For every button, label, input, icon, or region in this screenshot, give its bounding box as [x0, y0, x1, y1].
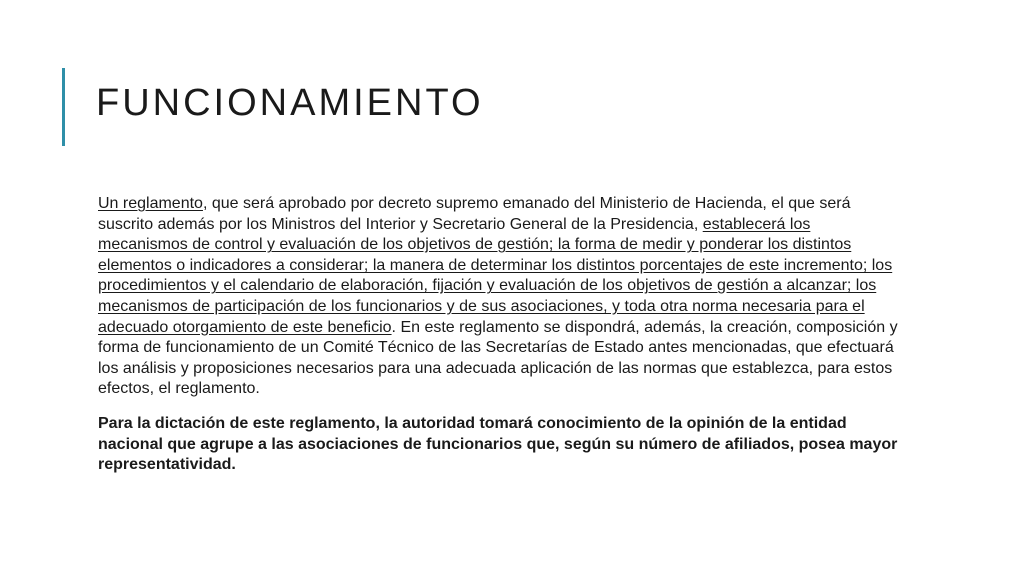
- paragraph-reglamento: [98, 194, 904, 400]
- underlined-mechanisms-text: establecerá los mecanismos de control y evaluación de los objetivos de gestión; la forma de medir y ponderar los distintos elementos o indicadores a considerar; la manera de determinar los distintos porcentajes de este incremento; los procedimientos y el calendario de elaboración, fijación y evaluación de los objetivos de gestión a alcanzar; los mecanismos de participación de los funcionarios y de sus asociaciones, y toda otra norma necesaria para el adecuado otorgamiento de este beneficio: [98, 215, 893, 336]
- paragraph-dictacion: Para la dictación de este reglamento, la autoridad tomará conocimiento de la opinión de la entidad nacional que agrupe a las asociaciones de funcionarios que, según su número de afiliados, posea mayor representatividad.: [98, 414, 898, 474]
- slide-title: FUNCIONAMIENTO: [96, 82, 484, 124]
- paragraph-text-2: . En este reglamento se dispondrá, además, la creación, composición y forma de funcionamiento de un Comité Técnico de las Secretarías de Estado antes mencionadas, que efectuará los análisis y proposiciones necesarios para una adecuada aplicación de las normas que establezca, para estos efectos, el reglamento.: [98, 318, 898, 398]
- paragraph-text-1: , que será aprobado por decreto supremo emanado del Ministerio de Hacienda, el que será suscrito además por los Ministros del Interior y Secretario General de la Presidencia,: [98, 195, 851, 233]
- underlined-term-reglamento: Un reglamento: [98, 195, 203, 212]
- title-accent-bar: [62, 68, 65, 146]
- slide-body: [98, 194, 904, 476]
